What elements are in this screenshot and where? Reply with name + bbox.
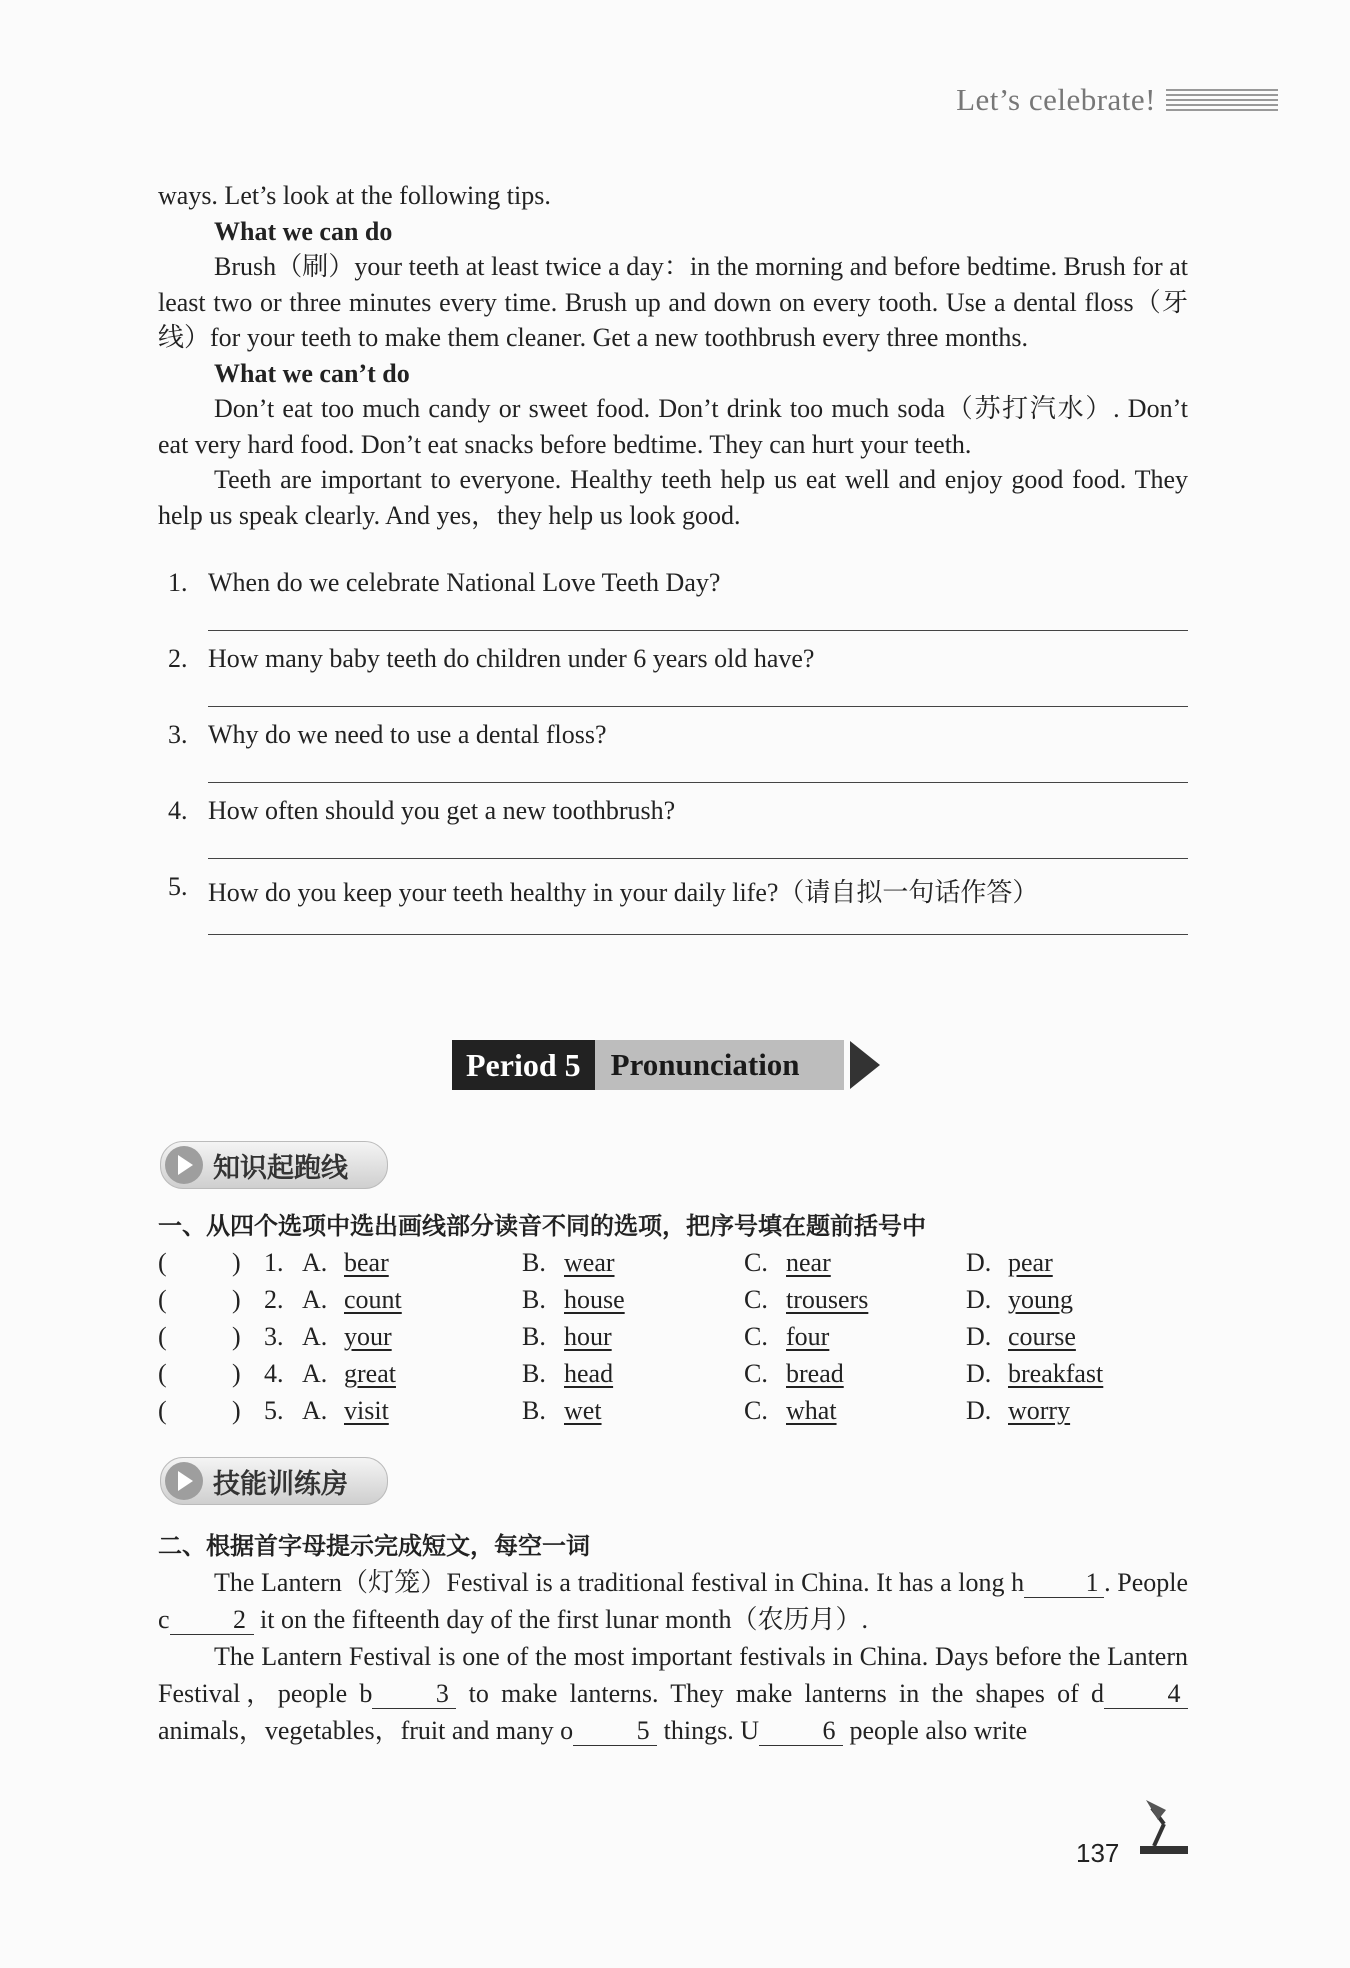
period-topic: Pronunciation <box>595 1040 844 1090</box>
answer-line[interactable] <box>208 630 1188 631</box>
play-icon <box>165 1462 203 1500</box>
arrow-icon <box>850 1041 880 1089</box>
instruction-1: 一、从四个选项中选出画线部分读音不同的选项，把序号填在题前括号中 <box>158 1212 926 1240</box>
passage-line: ways. Let’s look at the following tips. <box>158 181 551 210</box>
option-row: ( ) 4. A. great B. head C. bread D. breakfast <box>158 1359 1104 1388</box>
question-text: When do we celebrate National Love Teeth Day? <box>208 568 721 597</box>
question-item <box>168 796 1188 872</box>
question-list <box>168 568 1188 948</box>
answer-line[interactable] <box>208 706 1188 707</box>
blank-4[interactable]: 4 <box>1104 1680 1188 1709</box>
question-number: 1. <box>168 568 188 597</box>
blank-1[interactable]: 1 <box>1024 1569 1104 1598</box>
cloze-paragraph: The Lantern（灯笼）Festival is a traditional festival in China. It has a long h 1 . People c 2 it on the fifteenth day of the first lunar month（农历月）. <box>158 1568 1188 1634</box>
question-item <box>168 872 1188 948</box>
blank-6[interactable]: 6 <box>759 1717 843 1746</box>
answer-line[interactable] <box>208 858 1188 859</box>
answer-line[interactable] <box>208 782 1188 783</box>
question-number: 2. <box>168 644 188 673</box>
blank-3[interactable]: 3 <box>372 1680 456 1709</box>
question-item <box>168 568 1188 644</box>
question-text: How do you keep your teeth healthy in your daily life?（请自拟一句话作答） <box>208 878 1039 907</box>
option-row: ( ) 3. A. your B. hour C. four D. course <box>158 1322 1076 1351</box>
page-number: 137 <box>1076 1838 1120 1868</box>
option-row: ( ) 2. A. count B. house C. trousers D. young <box>158 1285 1073 1314</box>
section-pill-skills <box>160 1457 388 1505</box>
passage-paragraph: Brush（刷）your teeth at least twice a day：in the morning and before bedtime. Brush for at least two or three minutes every time. Brush up and down on every tooth. Use a dental floss（牙线）for your teeth to make them cleaner. Get a new toothbrush every three months. <box>158 252 1188 352</box>
section-pill-label: 知识起跑线 <box>213 1152 348 1184</box>
question-text: How often should you get a new toothbrush? <box>208 796 676 825</box>
period-banner <box>452 1040 880 1090</box>
question-number: 5. <box>168 872 188 901</box>
running-header <box>956 82 1278 118</box>
subheading-can: What we can do <box>214 216 393 246</box>
header-decoration <box>1166 89 1278 111</box>
question-text: How many baby teeth do children under 6 years old have? <box>208 644 815 673</box>
play-icon <box>165 1146 203 1184</box>
cloze-passage <box>158 1564 1188 1749</box>
option-row: ( ) 5. A. visit B. wet C. what D. worry <box>158 1396 1071 1425</box>
question-number: 4. <box>168 796 188 825</box>
question-item <box>168 720 1188 796</box>
period-number: Period 5 <box>452 1040 595 1090</box>
option-row: ( ) 1. A. bear B. wear C. near D. pear <box>158 1248 1053 1277</box>
answer-line[interactable] <box>208 934 1188 935</box>
question-number: 3. <box>168 720 188 749</box>
question-item <box>168 644 1188 720</box>
section-pill-label: 技能训练房 <box>213 1468 348 1500</box>
lamp-icon <box>1136 1796 1192 1858</box>
phonics-options-table <box>158 1248 1188 1433</box>
instruction-2: 二、根据首字母提示完成短文，每空一词 <box>158 1532 590 1560</box>
header-title: Let’s celebrate! <box>956 82 1156 117</box>
blank-2[interactable]: 2 <box>170 1606 254 1635</box>
section-pill-knowledge <box>160 1141 388 1189</box>
question-text: Why do we need to use a dental floss? <box>208 720 607 749</box>
passage-paragraph: Don’t eat too much candy or sweet food. Don’t drink too much soda（苏打汽水）. Don’t eat very hard food. Don’t eat snacks before bedtime. They can hurt your teeth. <box>158 394 1188 459</box>
passage-paragraph: Teeth are important to everyone. Healthy teeth help us eat well and enjoy good food. They help us speak clearly. And yes，they help us look good. <box>158 465 1188 530</box>
reading-passage <box>158 178 1188 533</box>
cloze-paragraph: The Lantern Festival is one of the most important festivals in China. Days before the Lantern Festival，people b 3 to make lanterns. They make lanterns in the shapes of d 4 animals，vegetables，fruit and many o 5 things. U 6 people also write <box>158 1642 1188 1745</box>
blank-5[interactable]: 5 <box>573 1717 657 1746</box>
subheading-cant: What we can’t do <box>214 358 410 388</box>
